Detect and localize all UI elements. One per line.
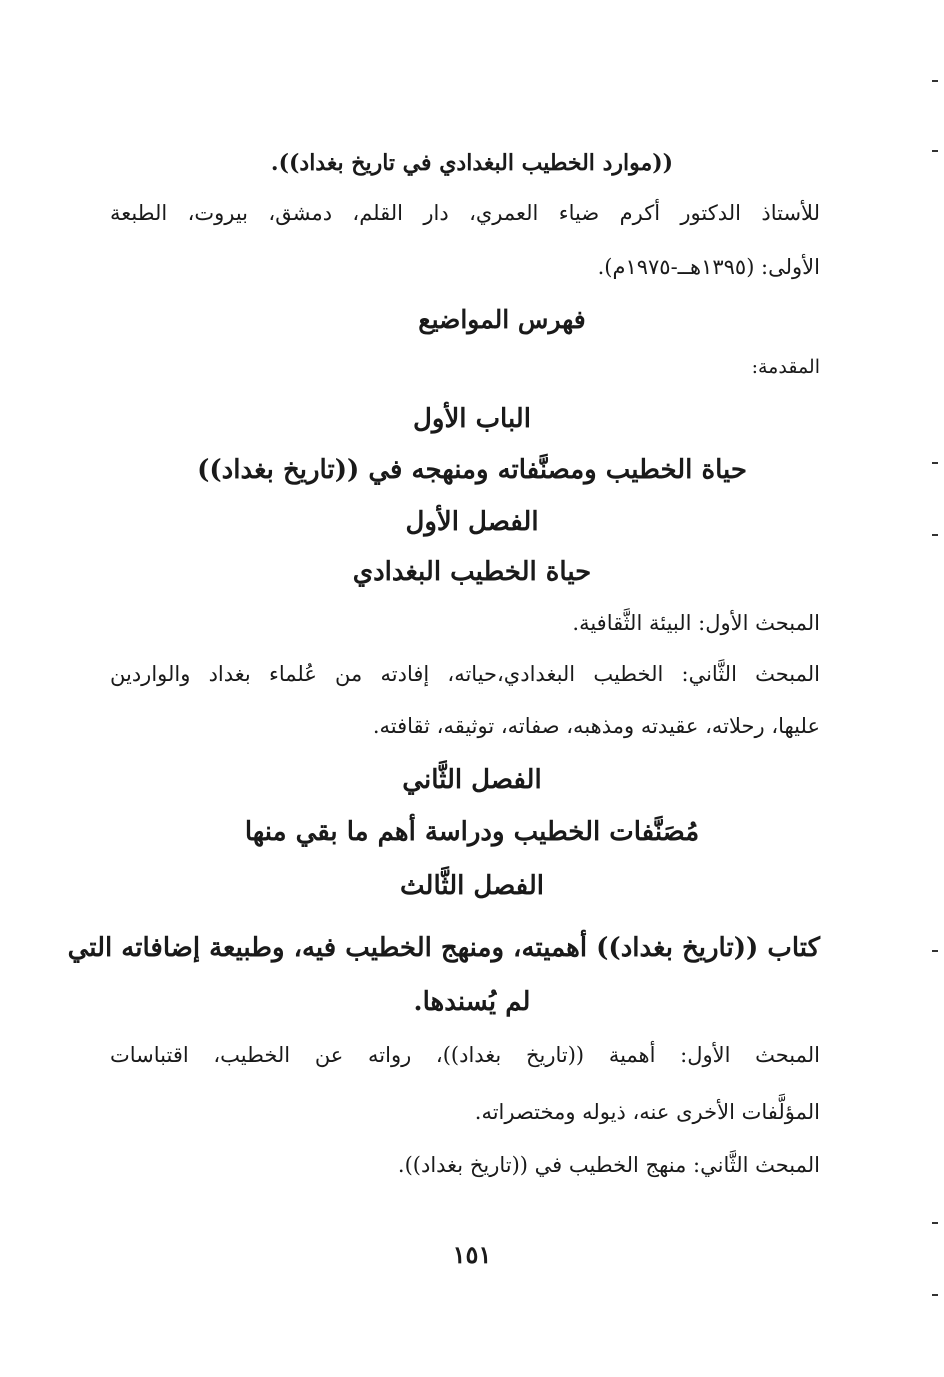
chapter-3-subtitle-line-1: كتاب ((تاريخ بغداد)) أهميته، ومنهج الخطيب فيه، وطبيعة إضافاته التي [67, 933, 820, 963]
scan-edge-mark [932, 1294, 938, 1296]
book-title-line: ((موارد الخطيب البغدادي في تاريخ بغداد)). [270, 150, 674, 176]
intro-label: المقدمة: [751, 356, 820, 378]
part-1-title: الباب الأول [413, 404, 531, 434]
scan-edge-mark [932, 1222, 938, 1224]
scan-edge-mark [932, 534, 938, 536]
part-1-subtitle: حياة الخطيب ومصنَّفاته ومنهجه في ((تاريخ بغداد)) [197, 455, 747, 485]
chapter-3-section-1-line-2: المؤلَّفات الأخرى عنه، ذيوله ومختصراته. [474, 1100, 820, 1124]
scan-edge-mark [932, 462, 938, 464]
chapter-3-section-2: المبحث الثَّاني: منهج الخطيب في ((تاريخ بغداد)). [397, 1153, 820, 1177]
chapter-1-section-2-line-2: عليها، رحلاته، عقيدته ومذهبه، صفاته، توثيقه، ثقافته. [372, 714, 820, 738]
chapter-1-section-2-line-1: المبحث الثَّاني: الخطيب البغدادي،حياته، إفادته من عُلماء بغداد والواردين [110, 662, 820, 686]
chapter-2-subtitle: مُصَنَّفات الخطيب ودراسة أهم ما بقي منها [244, 817, 700, 847]
chapter-1-title: الفصل الأول [405, 507, 539, 537]
chapter-3-title: الفصل الثَّالث [400, 871, 544, 901]
scan-edge-mark [932, 950, 938, 952]
chapter-2-title: الفصل الثَّاني [402, 765, 542, 795]
scan-edge-mark [932, 150, 938, 152]
page-number: ١٥١ [452, 1240, 492, 1269]
chapter-3-subtitle-line-2: لم يُسندها. [413, 987, 531, 1017]
scan-edge-mark [932, 80, 938, 82]
book-author-line-1: للأستاذ الدكتور أكرم ضياء العمري، دار القلم، دمشق، بيروت، الطبعة [110, 201, 820, 225]
index-title: فهرس المواضيع [418, 305, 586, 334]
chapter-1-section-1: المبحث الأول: البيئة الثَّقافية. [572, 611, 820, 635]
chapter-1-subtitle: حياة الخطيب البغدادي [352, 557, 592, 587]
chapter-3-section-1-line-1: المبحث الأول: أهمية ((تاريخ بغداد))، رواته عن الخطيب، اقتباسات [110, 1043, 820, 1067]
book-author-line-2: الأولى: (١٣٩٥هــ-١٩٧٥م). [597, 255, 820, 279]
